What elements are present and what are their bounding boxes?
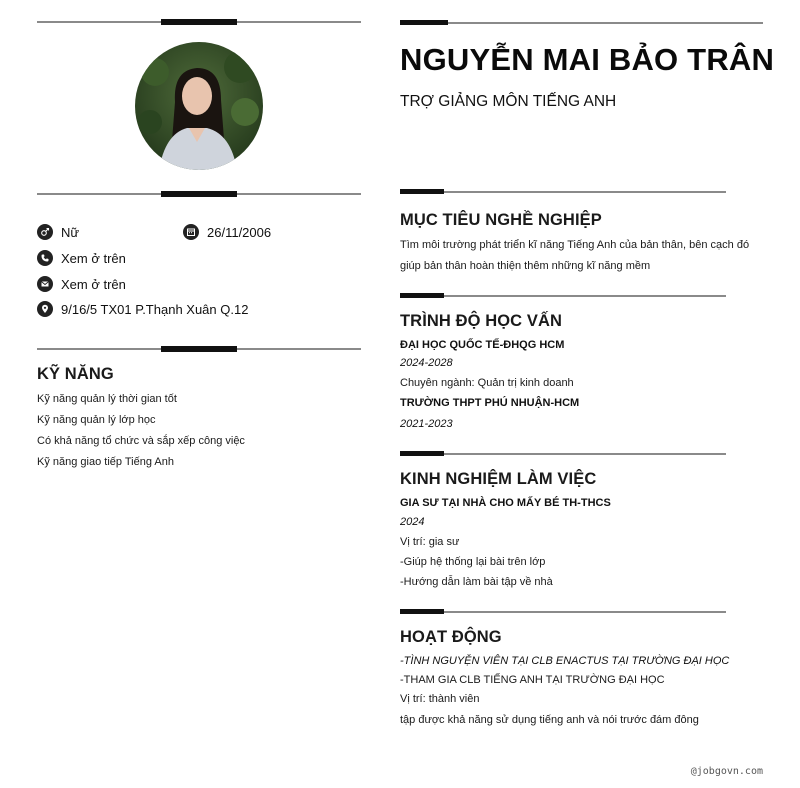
right-divider-education <box>400 293 726 299</box>
phone-icon <box>37 250 53 266</box>
activity-note: tập được khả năng sử dụng tiếng anh và nói trước đám đông <box>400 714 699 726</box>
phone-text: Xem ở trên <box>61 250 126 266</box>
experience-task: -Giúp hệ thống lại bài trên lớp <box>400 556 546 568</box>
birthday-text: 26/11/2006 <box>207 224 272 240</box>
avatar-photo <box>135 42 263 170</box>
education-title: TRÌNH ĐỘ HỌC VẤN <box>400 312 563 330</box>
experience-task: -Hướng dẫn làm bài tập về nhà <box>400 576 553 588</box>
contact-gender <box>37 224 79 240</box>
left-divider-skills <box>37 343 361 355</box>
gender-text: Nữ <box>61 224 80 240</box>
watermark: @jobgovn.com <box>690 766 763 777</box>
education-period-1: 2024-2028 <box>400 357 453 369</box>
experience-year: 2024 <box>400 516 425 528</box>
candidate-role: TRỢ GIẢNG MÔN TIẾNG ANH <box>400 93 617 110</box>
education-major-1: Chuyên ngành: Quản trị kinh doanh <box>400 377 574 389</box>
location-pin-icon <box>37 301 53 317</box>
calendar-icon <box>183 224 199 240</box>
skill-item: Kỹ năng quản lý thời gian tốt <box>37 393 177 405</box>
contact-birthday <box>183 224 271 240</box>
activity-item: -THAM GIA CLB TIẾNG ANH TẠI TRƯỜNG ĐẠI HỌC <box>400 674 665 686</box>
contact-address <box>37 301 248 317</box>
contact-email <box>37 276 126 292</box>
email-text: Xem ở trên <box>61 276 126 292</box>
activities-title: HOẠT ĐỘNG <box>400 628 502 646</box>
skill-item: Kỹ năng quản lý lớp học <box>37 414 156 426</box>
right-divider-top <box>400 20 763 26</box>
mail-icon <box>37 276 53 292</box>
education-school-2: TRƯỜNG THPT PHÚ NHUẬN-HCM <box>400 397 580 409</box>
experience-position: Vị trí: gia sư <box>400 536 460 548</box>
skills-title: KỸ NĂNG <box>37 365 114 383</box>
activity-item: -TÌNH NGUYỆN VIÊN TẠI CLB ENACTUS TẠI TRƯỜNG ĐẠI HỌC <box>400 655 730 667</box>
candidate-name: NGUYỄN MAI BẢO TRÂN <box>400 42 775 77</box>
objective-text: Tìm môi trường phát triển kĩ năng Tiếng Anh của bản thân, bên cạch đó giúp bản thân hoàn thiện thêm những kĩ năng mềm <box>400 239 750 272</box>
right-divider-objective <box>400 189 726 195</box>
education-school-1: ĐẠI HỌC QUỐC TẾ-ĐHQG HCM <box>400 339 565 351</box>
activity-position: Vị trí: thành viên <box>400 693 480 705</box>
objective-title: MỤC TIÊU NGHỀ NGHIỆP <box>400 211 602 229</box>
education-period-2: 2021-2023 <box>400 418 453 430</box>
contact-phone <box>37 250 126 266</box>
skill-item: Có khả năng tổ chức và sắp xếp công việc <box>37 435 245 447</box>
left-divider-top <box>37 16 361 28</box>
address-text: 9/16/5 TX01 P.Thạnh Xuân Q.12 <box>61 301 249 317</box>
gender-icon <box>37 224 53 240</box>
skill-item: Kỹ năng giao tiếp Tiếng Anh <box>37 456 174 468</box>
experience-title: KINH NGHIỆM LÀM VIỆC <box>400 470 597 488</box>
right-divider-activities <box>400 609 726 615</box>
avatar <box>135 42 263 170</box>
right-divider-experience <box>400 451 726 457</box>
experience-job: GIA SƯ TẠI NHÀ CHO MẤY BÉ TH-THCS <box>400 497 611 509</box>
left-divider-mid <box>37 188 361 200</box>
